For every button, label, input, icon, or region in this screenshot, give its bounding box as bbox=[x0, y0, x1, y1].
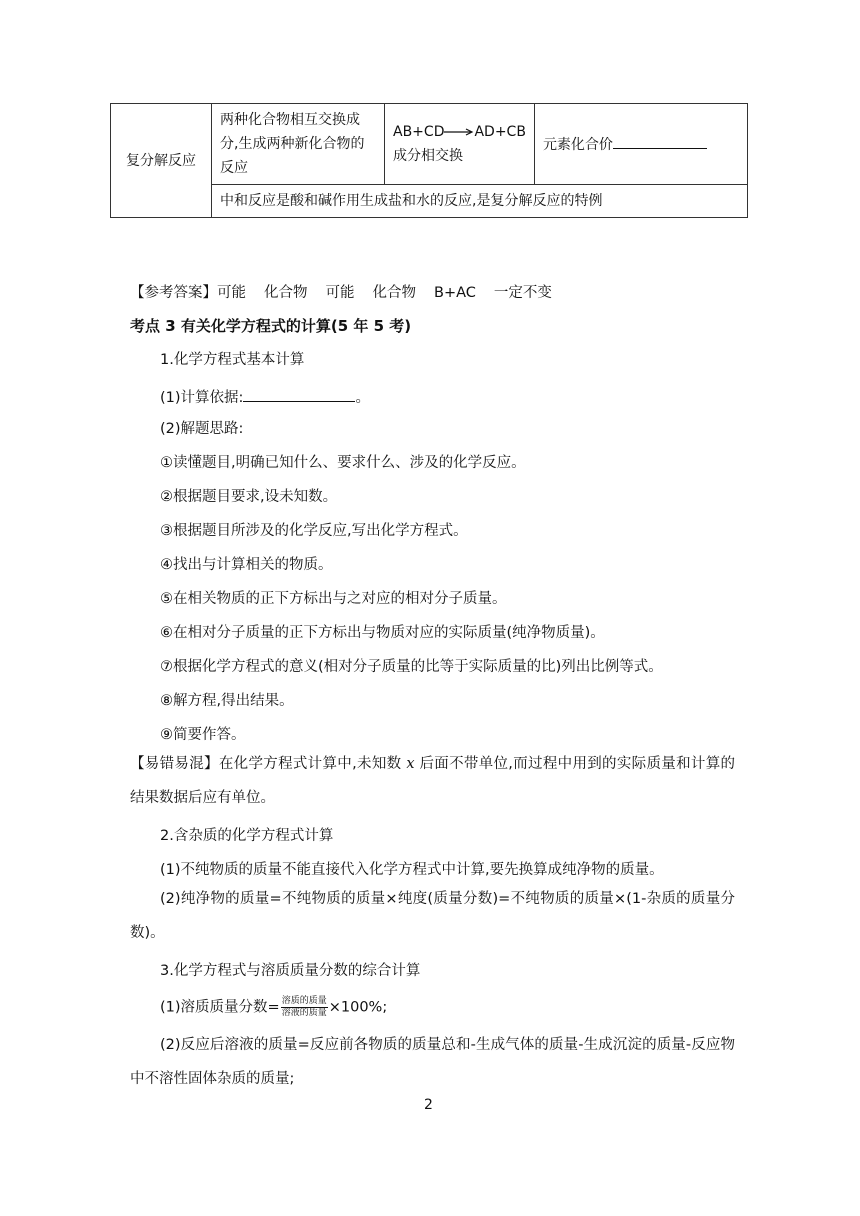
reaction-type-label: 复分解反应 bbox=[126, 152, 196, 169]
formula-suffix: ×100%; bbox=[328, 999, 388, 1016]
calc-basis-end: 。 bbox=[355, 390, 370, 406]
tip-label: 【易错易混】 bbox=[130, 756, 219, 772]
step-item: ③根据题目所涉及的化学反应,写出化学方程式。 bbox=[160, 523, 468, 539]
step-item: ①读懂题目,明确已知什么、要求什么、涉及的化学反应。 bbox=[160, 455, 526, 471]
mass-fraction bbox=[281, 996, 328, 1019]
tip-text: 在化学方程式计算中,未知数 bbox=[218, 756, 407, 772]
solution-mass-formula: (2)反应后溶液的质量=反应前各物质的质量总和-生成气体的质量-生成沉淀的质量-反应物中不溶性固体杂质的质量; bbox=[130, 1037, 735, 1087]
step-item: ⑥在相对分子质量的正下方标出与物质对应的实际质量(纯净物质量)。 bbox=[160, 625, 605, 641]
step-item: ⑨简要作答。 bbox=[160, 727, 246, 743]
answer-item: 可能 bbox=[325, 285, 355, 301]
definition-text: 两种化合物相互交换成分,生成两种新化合物的反应 bbox=[220, 112, 365, 176]
pure-mass-formula: (2)纯净物的质量=不纯物质的质量×纯度(质量分数)=不纯物质的质量×(1-杂质的质量分数)。 bbox=[130, 891, 735, 941]
answer-item: 一定不变 bbox=[493, 285, 552, 301]
reaction-type-table bbox=[110, 103, 748, 218]
calc-basis-blank bbox=[243, 384, 355, 402]
subsection-title: 3.化学方程式与溶质质量分数的综合计算 bbox=[160, 963, 421, 979]
answer-item: 化合物 bbox=[264, 285, 308, 301]
valence-blank bbox=[613, 131, 707, 149]
step-item: ④找出与计算相关的物质。 bbox=[160, 557, 333, 573]
fraction-numerator: 溶质的质量 bbox=[281, 996, 327, 1006]
reaction-type-cell bbox=[111, 104, 212, 218]
step-item: ⑤在相关物质的正下方标出与之对应的相对分子质量。 bbox=[160, 591, 507, 607]
neutralization-cell bbox=[212, 185, 748, 218]
section-title: 考点 3 有关化学方程式的计算(5 年 5 考) bbox=[130, 317, 412, 335]
solute-fraction-formula bbox=[160, 996, 387, 1019]
step-item: ⑧解方程,得出结果。 bbox=[160, 693, 294, 709]
answer-label: 【参考答案】 bbox=[130, 285, 217, 301]
step-item: ②根据题目要求,设未知数。 bbox=[160, 489, 338, 505]
general-equation bbox=[393, 120, 526, 144]
fraction-denominator: 溶液的质量 bbox=[281, 1008, 327, 1018]
subsection-title: 1.化学方程式基本计算 bbox=[160, 352, 305, 368]
reference-answer bbox=[130, 282, 552, 304]
equation-cell bbox=[385, 104, 535, 185]
valence-label: 元素化合价 bbox=[542, 137, 613, 153]
neutralization-note: 中和反应是酸和碱作用生成盐和水的反应,是复分解反应的特例 bbox=[220, 193, 603, 209]
steps-title: (2)解题思路: bbox=[160, 421, 244, 437]
impurity-rule: (1)不纯物质的质量不能直接代入化学方程式中计算,要先换算成纯净物的质量。 bbox=[160, 862, 664, 878]
page-number: 2 bbox=[424, 1097, 433, 1113]
answer-item: 化合物 bbox=[372, 285, 416, 301]
equation-left: AB+CD bbox=[393, 124, 445, 140]
equation-right: AD+CB bbox=[474, 124, 526, 140]
tip-text: 后面不带单位,而过程中用到的实际质量和计算的结果数据后应有单位。 bbox=[130, 756, 736, 806]
table-row bbox=[111, 104, 748, 185]
valence-cell bbox=[534, 104, 747, 185]
calc-basis-label: (1)计算依据: bbox=[160, 390, 244, 406]
answer-item: B+AC bbox=[434, 285, 476, 301]
formula-prefix: (1)溶质质量分数= bbox=[160, 999, 280, 1016]
unknown-variable: x bbox=[406, 756, 415, 772]
calc-basis bbox=[160, 384, 370, 409]
reaction-arrow-icon bbox=[444, 127, 474, 137]
step-item: ⑦根据化学方程式的意义(相对分子质量的比等于实际质量的比)列出比例等式。 bbox=[160, 659, 663, 675]
subsection-title: 2.含杂质的化学方程式计算 bbox=[160, 828, 334, 844]
equation-note: 成分相交换 bbox=[393, 148, 463, 164]
common-mistake-note bbox=[130, 747, 735, 815]
definition-cell bbox=[212, 104, 385, 185]
answer-item: 可能 bbox=[217, 285, 246, 301]
